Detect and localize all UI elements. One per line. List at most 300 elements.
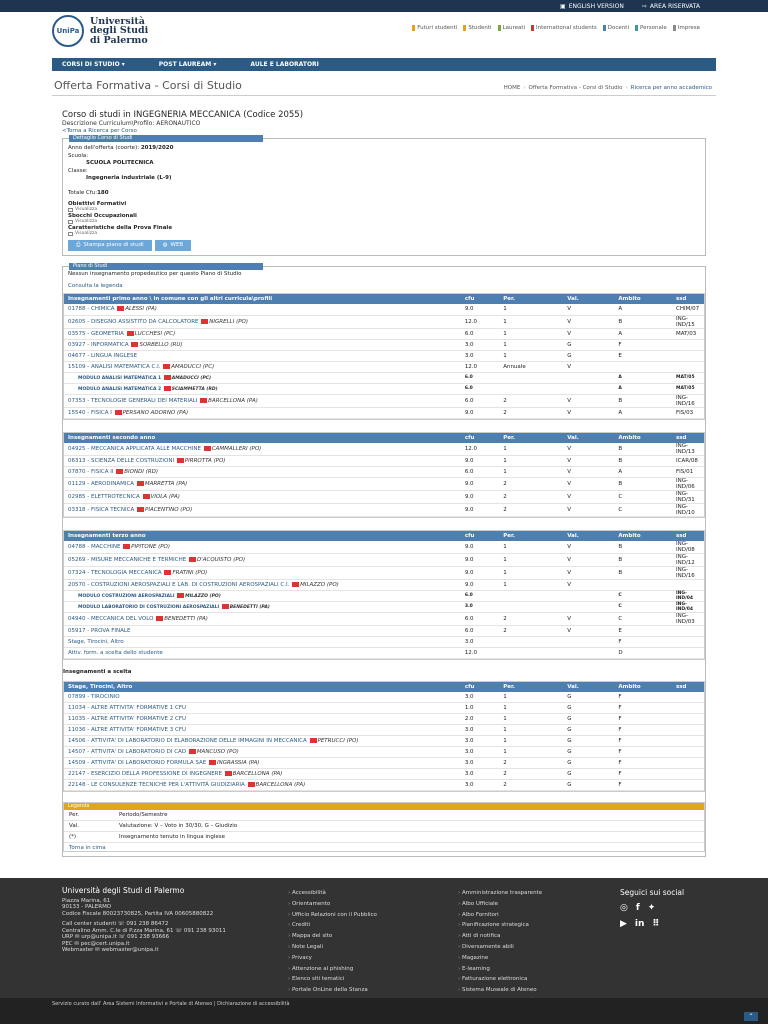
column-header: cfu <box>461 682 499 692</box>
pdf-icon[interactable] <box>200 398 207 403</box>
pdf-icon[interactable] <box>177 458 184 463</box>
course-name[interactable]: 07870 - FISICA II <box>68 468 114 475</box>
pdf-icon[interactable] <box>131 342 138 347</box>
logo-line-3: di Palermo <box>90 34 148 46</box>
course-row <box>64 725 704 736</box>
footer-contact-line: Call center studenti ☏ 091 238 86472 <box>62 921 169 927</box>
cell-val: V <box>563 553 614 566</box>
column-header: Val. <box>563 433 614 443</box>
course-name[interactable]: 04677 - LINGUA INGLESE <box>68 352 138 359</box>
logo-line-2: degli Studi <box>90 25 149 37</box>
instagram-icon[interactable]: ◎ <box>620 903 628 913</box>
course-name-cell[interactable] <box>64 407 461 418</box>
course-name[interactable]: 02605 - DISEGNO ASSISTITO DA CALCOLATORE <box>68 318 199 325</box>
pdf-icon[interactable] <box>156 616 163 621</box>
table-header-row <box>64 294 704 304</box>
course-name[interactable]: 05917 - PROVA FINALE <box>68 627 131 634</box>
cell-per: 2 <box>499 780 563 791</box>
legend-link[interactable]: Consulta la legenda <box>68 283 123 289</box>
audience-label: Laureati <box>502 25 526 31</box>
cell-val <box>563 372 614 383</box>
course-name-cell[interactable] <box>64 747 461 758</box>
cell-per: 1 <box>499 692 563 703</box>
course-name-cell[interactable] <box>64 328 461 339</box>
course-name[interactable]: Attiv. form. a scelta dello studente <box>68 649 163 656</box>
youtube-icon[interactable]: ▶ <box>620 919 627 929</box>
login-icon: ⇨ <box>641 2 647 10</box>
footer-link[interactable]: › Amministrazione trasparente <box>458 888 542 899</box>
cell-val: V <box>563 579 614 590</box>
audience-link[interactable] <box>635 25 667 31</box>
cell-per: 1 <box>499 747 563 758</box>
pdf-icon[interactable] <box>127 331 134 336</box>
cell-per <box>499 601 563 612</box>
footer-contact-line: PEC ✉ pec@cert.unipa.it <box>62 940 130 947</box>
course-row <box>64 625 704 636</box>
pdf-icon[interactable] <box>123 544 130 549</box>
legend-value: Valutazione: V – Voto in 30/30, G – Giudizio <box>119 823 238 829</box>
course-name-cell[interactable] <box>64 692 461 703</box>
pdf-icon[interactable] <box>177 593 184 598</box>
nav-aule-laboratori[interactable] <box>250 61 319 68</box>
obiettivi-heading: Obiettivi Formativi <box>68 201 127 207</box>
legend-key: Val. <box>69 823 79 829</box>
course-name[interactable]: 02985 - ELETTROTECNICA <box>68 493 140 500</box>
cell-val: V <box>563 455 614 466</box>
cell-amb: F <box>614 725 672 736</box>
course-name-cell[interactable] <box>64 541 461 554</box>
course-name[interactable]: 14507 - ATTIVITA' DI LABORATORIO DI CAD <box>68 749 187 755</box>
cell-per: 1 <box>499 339 563 350</box>
cell-cfu: 3.0 <box>461 339 499 350</box>
social-title: Seguici sui social <box>620 888 685 897</box>
cell-val: G <box>563 769 614 780</box>
footer-link[interactable]: › Sistema Museale di Ateneo <box>458 985 542 996</box>
course-name[interactable]: 01788 - CHIMICA <box>68 306 115 313</box>
course-name[interactable]: 07353 - TECNOLOGIE GENERALI DEI MATERIALI <box>68 397 198 404</box>
footer-link[interactable]: › Note Legali <box>288 942 377 953</box>
cell-val: V <box>563 443 614 456</box>
course-name-cell[interactable] <box>64 466 461 477</box>
footer-link[interactable]: › Privacy <box>288 953 377 964</box>
course-name-cell[interactable] <box>64 780 461 791</box>
second-year-table-box <box>63 432 705 518</box>
footer-bottom-bar <box>0 998 768 1024</box>
course-name-cell[interactable] <box>64 579 461 590</box>
elective-table-box <box>63 681 705 793</box>
cell-amb: A <box>614 372 672 383</box>
footer-link[interactable]: › E-learning <box>458 964 542 975</box>
cell-amb: C <box>614 503 672 516</box>
course-name-cell[interactable] <box>64 625 461 636</box>
footer-link[interactable]: › Portale OnLine della Stanza <box>288 985 377 996</box>
course-name-cell[interactable] <box>64 383 461 394</box>
english-version-link[interactable] <box>560 3 624 10</box>
table-header-row <box>64 531 704 541</box>
scroll-top-button[interactable] <box>744 1012 758 1021</box>
cell-ssd: MAT/03 <box>672 328 704 339</box>
course-name[interactable]: Stage, Tirocini, Altro <box>68 638 124 645</box>
globe-icon: ◍ <box>162 242 168 248</box>
social-icons-row-1 <box>620 903 684 913</box>
pdf-icon[interactable] <box>310 738 317 743</box>
teacher-name: BARCELLONA (PA) <box>255 782 306 788</box>
module-row <box>64 372 704 383</box>
course-name[interactable]: 06313 - SCIENZA DELLE COSTRUZIONI <box>68 457 175 464</box>
footer-link[interactable]: › Elenco siti tematici <box>288 974 377 985</box>
cell-amb: A <box>614 383 672 394</box>
cell-amb: F <box>614 758 672 769</box>
course-name-cell[interactable] <box>64 394 461 407</box>
pdf-icon[interactable] <box>164 386 171 391</box>
visualizza-label: Visualizza <box>75 231 98 236</box>
footer-contact-line: 90133 - PALERMO <box>62 904 112 910</box>
footer-link[interactable]: › Crediti <box>288 920 377 931</box>
course-name-cell[interactable] <box>64 339 461 350</box>
cell-per: 1 <box>499 703 563 714</box>
cell-cfu: 3.0 <box>461 725 499 736</box>
second-year-table <box>64 433 704 517</box>
column-header: Per. <box>499 682 563 692</box>
cell-cfu: 1.0 <box>461 703 499 714</box>
cell-val: V <box>563 566 614 579</box>
course-name-cell[interactable] <box>64 553 461 566</box>
facebook-icon[interactable]: f <box>635 903 640 913</box>
pdf-icon[interactable] <box>292 582 299 587</box>
pdf-icon[interactable] <box>248 782 255 787</box>
cell-cfu: 3.0 <box>461 636 499 647</box>
course-name-cell[interactable] <box>64 455 461 466</box>
reserved-area-link[interactable] <box>642 3 700 10</box>
cell-cfu: 9.0 <box>461 304 499 315</box>
pdf-icon[interactable] <box>225 771 232 776</box>
cell-amb: F <box>614 747 672 758</box>
audience-link[interactable] <box>463 25 491 31</box>
course-name[interactable]: 04925 - MECCANICA APPLICATA ALLE MACCHINE <box>68 445 201 452</box>
cell-cfu: 6.0 <box>461 383 499 394</box>
course-name-cell[interactable] <box>64 636 461 647</box>
pdf-icon[interactable] <box>204 446 211 451</box>
cell-amb: A <box>614 328 672 339</box>
column-header: Stage, Tirocini, Altro <box>64 682 461 692</box>
course-name-cell[interactable] <box>64 758 461 769</box>
audience-link[interactable] <box>603 25 629 31</box>
print-study-plan-button[interactable] <box>68 240 152 251</box>
course-name[interactable]: 03318 - FISICA TECNICA <box>68 506 135 513</box>
pdf-icon[interactable] <box>189 749 196 754</box>
pdf-icon[interactable] <box>164 375 171 380</box>
breadcrumb-current[interactable]: Ricerca per anno accademico <box>630 85 712 91</box>
footer-link[interactable]: › Attenzione al phishing <box>288 964 377 975</box>
teacher-name: CAMMALLERI (PO) <box>211 445 262 452</box>
course-name[interactable]: 11034 - ALTRE ATTIVITA' FORMATIVE 1 CFU <box>68 705 187 711</box>
teacher-name: INGRASSIA (PA) <box>216 760 260 766</box>
course-name-cell[interactable] <box>64 612 461 625</box>
footer-link[interactable]: › Pianificazione strategica <box>458 920 542 931</box>
course-name-cell[interactable] <box>64 725 461 736</box>
pdf-icon[interactable] <box>117 306 124 311</box>
course-name[interactable]: MODULO COSTRUZIONI AEROSPAZIALI <box>78 593 175 599</box>
twitter-icon[interactable]: ✦ <box>647 903 656 913</box>
course-name[interactable]: 20570 - COSTRUZIONI AEROSPAZIALI E LAB. DI COSTRUZIONI AEROSPAZIALI C.I. <box>68 581 290 588</box>
course-name-cell[interactable] <box>64 490 461 503</box>
uk-flag-icon: ▣ <box>560 2 566 10</box>
course-name[interactable]: 11035 - ALTRE ATTIVITA' FORMATIVE 2 CFU <box>68 716 187 722</box>
cell-per: 1 <box>499 443 563 456</box>
cell-per <box>499 590 563 601</box>
course-detail-legend: Dettaglio Corso di Studi <box>69 135 263 142</box>
anno-label: Anno dell'offerta (coorte): <box>68 145 140 151</box>
course-details <box>68 145 700 237</box>
course-name[interactable]: 22147 - ESERCIZIO DELLA PROFESSIONE DI INGEGNERE <box>68 771 222 777</box>
prova-visualizza-link[interactable] <box>68 231 700 237</box>
classe-value: Ingegneria industriale (L-9) <box>86 175 172 181</box>
course-name-cell[interactable] <box>64 361 461 372</box>
pdf-icon[interactable] <box>164 570 171 575</box>
audience-color-marker <box>531 25 534 31</box>
course-name[interactable]: 03927 - INFORMATICA <box>68 341 129 348</box>
page-title: Offerta Formativa - Corsi di Studio <box>54 79 242 92</box>
cell-amb: C <box>614 590 672 601</box>
course-name[interactable]: 15109 - ANALISI MATEMATICA C.I. <box>68 363 161 370</box>
teacher-name: BARCELLONA (PA) <box>232 771 283 777</box>
cell-ssd: ING-IND/15 <box>672 315 704 328</box>
course-name[interactable]: MODULO LABORATORIO DI COSTRUZIONI AEROSPAZIALI <box>78 604 220 610</box>
cell-cfu: 9.0 <box>461 566 499 579</box>
anno-value: 2019/2020 <box>140 145 174 151</box>
cell-per: 2 <box>499 394 563 407</box>
legend-box <box>63 802 705 852</box>
cell-cfu: 6.0 <box>461 466 499 477</box>
cell-ssd <box>672 647 704 658</box>
course-name-cell[interactable] <box>64 315 461 328</box>
cell-amb: E <box>614 625 672 636</box>
course-name-cell[interactable] <box>64 350 461 361</box>
course-row <box>64 714 704 725</box>
cell-ssd: ING-IND/16 <box>672 394 704 407</box>
course-name[interactable]: 04940 - MECCANICA DEL VOLO <box>68 615 154 622</box>
cell-ssd: MAT/05 <box>672 383 704 394</box>
cell-cfu: 6.0 <box>461 590 499 601</box>
footer-link[interactable]: › Accessibilità <box>288 888 377 899</box>
course-name[interactable]: 11036 - ALTRE ATTIVITA' FORMATIVE 3 CFU <box>68 727 187 733</box>
cell-amb: C <box>614 490 672 503</box>
course-name[interactable]: 15540 - FISICA I <box>68 409 112 416</box>
course-name-cell[interactable] <box>64 769 461 780</box>
cell-per: Annuale <box>499 361 563 372</box>
cell-per: 2 <box>499 503 563 516</box>
nav-label: CORSI DI STUDIO <box>62 61 120 68</box>
cell-amb: F <box>614 636 672 647</box>
audience-link[interactable] <box>531 25 597 31</box>
audience-link[interactable] <box>412 25 457 31</box>
column-header: cfu <box>461 531 499 541</box>
course-row <box>64 769 704 780</box>
cell-val: G <box>563 692 614 703</box>
pdf-icon[interactable] <box>137 481 144 486</box>
first-year-table <box>64 294 704 419</box>
course-row <box>64 758 704 769</box>
study-plan-box <box>62 263 706 857</box>
university-logo[interactable] <box>52 15 148 47</box>
footer-credits: Servizio curato dall' Area Sistemi Informativi e Portale di Ateneo | Dichiarazione di accessibilità <box>52 1001 290 1007</box>
column-header: Per. <box>499 531 563 541</box>
obiettivi-visualizza-link[interactable] <box>68 207 700 213</box>
footer-link[interactable]: › Magazine <box>458 953 542 964</box>
cell-per: 2 <box>499 490 563 503</box>
apps-grid-icon[interactable]: ⠿ <box>652 919 660 929</box>
cell-val: G <box>563 736 614 747</box>
course-name[interactable]: 22148 - LE CONSULENZE TECNICHE PER L'ATTIVITÀ GIUDIZIARIA <box>68 782 245 788</box>
pdf-icon[interactable] <box>222 604 229 609</box>
column-header: Ambito <box>614 294 672 304</box>
pdf-icon[interactable] <box>143 494 150 499</box>
column-header: cfu <box>461 294 499 304</box>
footer-link[interactable]: › Fatturazione elettronica <box>458 974 542 985</box>
course-name-cell[interactable] <box>64 304 461 315</box>
cell-ssd: ING-IND/06 <box>672 477 704 490</box>
footer-link[interactable]: › Diversamente abili <box>458 942 542 953</box>
course-name[interactable]: MODULO ANALISI MATEMATICA 2 <box>78 386 162 392</box>
cell-val: V <box>563 315 614 328</box>
audience-link[interactable] <box>498 25 526 31</box>
pdf-icon[interactable] <box>115 410 122 415</box>
course-name-cell[interactable] <box>64 372 461 383</box>
teacher-name: PIACENTINO (PO) <box>145 506 193 513</box>
cell-per: 2 <box>499 612 563 625</box>
footer-contact-lines <box>62 898 262 954</box>
pdf-icon[interactable] <box>209 760 216 765</box>
course-name[interactable]: 05269 - MISURE MECCANICHE E TERMICHE <box>68 556 187 563</box>
footer-link[interactable]: › Albo Ufficiale <box>458 899 542 910</box>
course-name[interactable]: 14506 - ATTIVITA' DI LABORATORIO DI ELABORAZIONE DELLE IMMAGINI IN MECCANICA <box>68 738 307 744</box>
pdf-icon[interactable] <box>116 469 123 474</box>
footer-link[interactable]: › Orientamento <box>288 899 377 910</box>
cell-amb: F <box>614 714 672 725</box>
breadcrumb-offerta[interactable]: Offerta Formativa - Corsi di Studio <box>528 85 623 91</box>
prova-finale-heading: Caratteristiche della Prova Finale <box>68 225 173 231</box>
course-name-cell[interactable] <box>64 477 461 490</box>
cell-per <box>499 372 563 383</box>
course-name-cell[interactable] <box>64 647 461 658</box>
course-name[interactable]: 01129 - AERODINAMICA <box>68 480 135 487</box>
web-button[interactable] <box>155 240 192 251</box>
course-name-cell[interactable] <box>64 601 461 612</box>
column-header: Val. <box>563 682 614 692</box>
pdf-icon[interactable] <box>137 507 144 512</box>
footer-link[interactable]: › Mappa del sito <box>288 931 377 942</box>
footer-link[interactable]: › Albo Fornitori <box>458 910 542 921</box>
page-header <box>52 78 716 96</box>
course-name-cell[interactable] <box>64 703 461 714</box>
cell-ssd: ING-IND/03 <box>672 612 704 625</box>
course-detail-box <box>62 135 706 256</box>
course-name[interactable]: 03575 - GEOMETRIA <box>68 330 124 337</box>
footer-contact-line: Webmaster ✉ webmaster@unipa.it <box>62 947 159 953</box>
course-row <box>64 692 704 703</box>
pdf-icon[interactable] <box>163 364 170 369</box>
footer-links-col-2 <box>458 888 542 1007</box>
course-row <box>64 736 704 747</box>
cell-val: G <box>563 747 614 758</box>
course-name[interactable]: 14509 - ATTIVITA' DI LABORATORIO FORMULA SAE <box>68 760 207 766</box>
nav-post-lauream[interactable] <box>159 61 217 68</box>
cell-cfu: 6.0 <box>461 372 499 383</box>
cell-per <box>499 636 563 647</box>
cell-ssd: ING-IND/12 <box>672 553 704 566</box>
cell-cfu: 9.0 <box>461 579 499 590</box>
course-row <box>64 455 704 466</box>
teacher-name: PERSANO ADORNO (PA) <box>122 409 189 416</box>
breadcrumb-home[interactable]: HOME <box>503 85 521 91</box>
cell-val: V <box>563 541 614 554</box>
cell-val: V <box>563 407 614 418</box>
course-name-cell[interactable] <box>64 566 461 579</box>
course-name[interactable]: 07899 - TIROCINIO <box>68 693 120 700</box>
footer-title: Università degli Studi di Palermo <box>62 886 185 895</box>
footer-link[interactable]: › Ufficio Relazioni con il Pubblico <box>288 910 377 921</box>
cell-per <box>499 647 563 658</box>
cell-cfu: 6.0 <box>461 328 499 339</box>
pdf-icon[interactable] <box>189 557 196 562</box>
teacher-name: LUCCHESI (PC) <box>134 330 176 337</box>
teacher-name: SORBELLO (RU) <box>139 341 183 348</box>
legend-rows <box>64 810 704 843</box>
course-name[interactable]: 04788 - MACCHINE <box>68 543 121 550</box>
cell-amb: B <box>614 455 672 466</box>
pdf-icon[interactable] <box>201 319 208 324</box>
course-name-cell[interactable] <box>64 714 461 725</box>
cell-amb: A <box>614 466 672 477</box>
course-name[interactable]: MODULO ANALISI MATEMATICA 1 <box>78 375 162 381</box>
course-name[interactable]: 07324 - TECNOLOGIA MECCANICA <box>68 569 162 576</box>
cell-val <box>563 647 614 658</box>
cell-val: V <box>563 394 614 407</box>
back-to-top-link[interactable]: Torna in cima <box>69 845 106 851</box>
classe-label: Classe: <box>68 167 88 174</box>
cell-ssd <box>672 361 704 372</box>
course-name-cell[interactable] <box>64 736 461 747</box>
audience-color-marker <box>673 25 676 31</box>
footer-contact-line: Piazza Marina, 61 <box>62 897 111 904</box>
footer-link[interactable]: › Atti di notifica <box>458 931 542 942</box>
cell-val: V <box>563 612 614 625</box>
cell-val <box>563 601 614 612</box>
course-name-cell[interactable] <box>64 590 461 601</box>
cell-amb <box>614 361 672 372</box>
course-name-cell[interactable] <box>64 443 461 456</box>
cell-val: V <box>563 503 614 516</box>
cell-ssd <box>672 780 704 791</box>
cell-cfu: 2.0 <box>461 714 499 725</box>
top-utility-bar <box>0 0 768 12</box>
course-name-cell[interactable] <box>64 503 461 516</box>
column-header: Val. <box>563 294 614 304</box>
logo-text <box>90 17 148 46</box>
cell-cfu: 3.0 <box>461 736 499 747</box>
audience-link[interactable] <box>673 25 700 31</box>
column-header: Insegnamenti primo anno \ in comune con gli altri curricula\profili <box>64 294 461 304</box>
cell-ssd: CHIM/07 <box>672 304 704 315</box>
back-to-search-link[interactable]: <Torna a Ricerca per Corso <box>62 128 137 134</box>
cell-amb <box>614 579 672 590</box>
cell-per: 2 <box>499 407 563 418</box>
cell-val: G <box>563 350 614 361</box>
linkedin-icon[interactable]: in <box>634 919 645 929</box>
nav-corsi-di-studio[interactable] <box>62 61 125 68</box>
cell-ssd <box>672 725 704 736</box>
cell-ssd: MAT/05 <box>672 372 704 383</box>
